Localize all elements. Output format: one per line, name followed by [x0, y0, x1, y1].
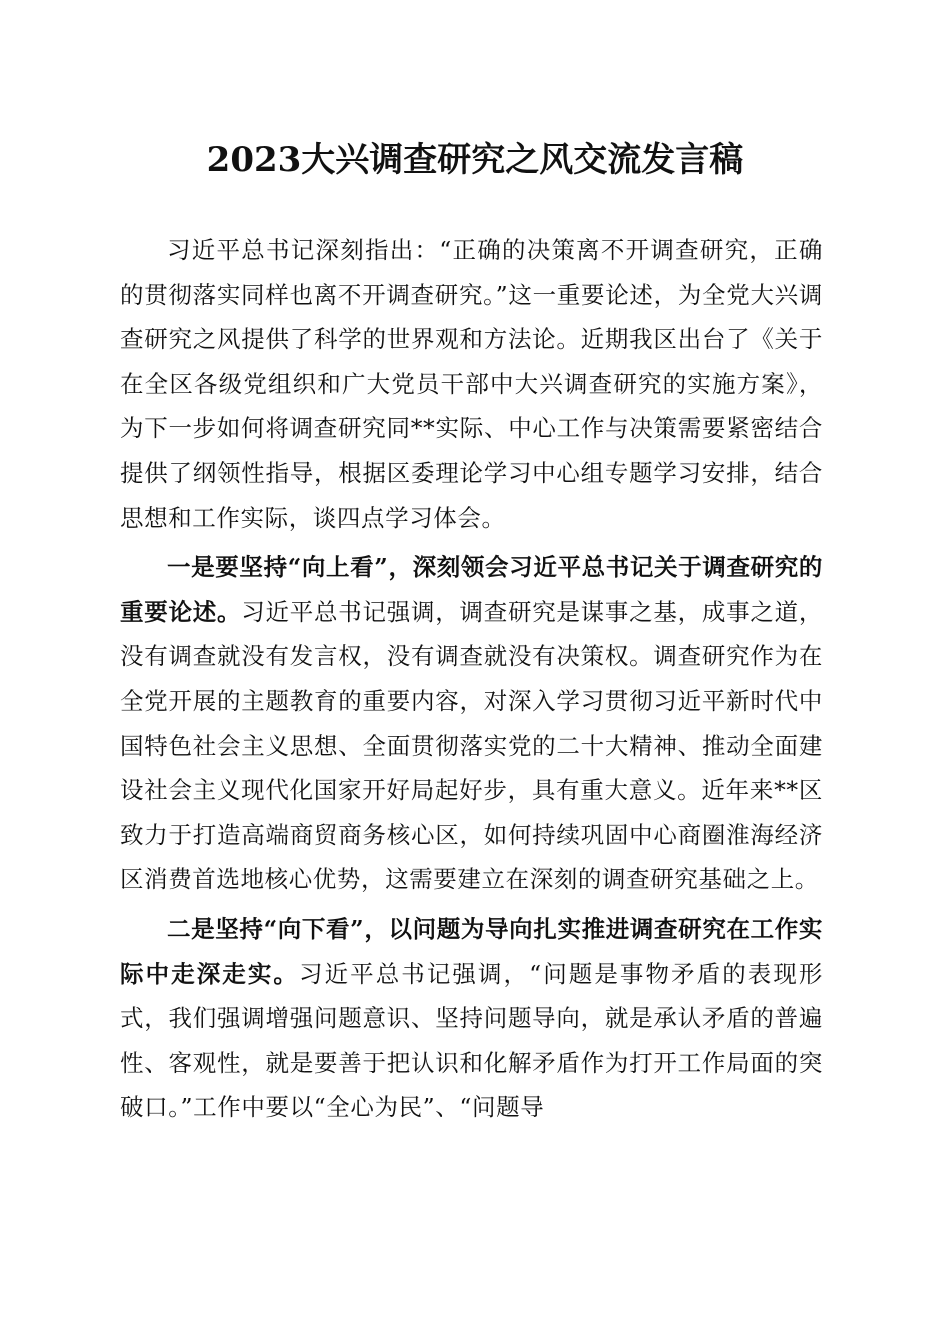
paragraph-point-one: [120, 545, 823, 902]
paragraph-point-two: [120, 907, 823, 1130]
document-title: 2023大兴调查研究之风交流发言稿: [206, 140, 744, 180]
paragraph-text: 习近平总书记强调，调查研究是谋事之基，成事之道，没有调查就没有发言权，没有调查就没有决策权。调查研究作为在全党开展的主题教育的重要内容，对深入学习贯彻习近平新时代中国特色社会主义思想、全面贯彻落实党的二十大精神、推动全面建设社会主义现代化国家开好局起好步，具有重大意义。近年来**区致力于打造高端商贸商务核心区，如何持续巩固中心商圈淮海经济区消费首选地核心优势，这需要建立在深刻的调查研究基础之上。: [120, 597, 823, 894]
document-body: [120, 228, 823, 1135]
paragraph-intro: [120, 228, 823, 540]
paragraph-text: 习近平总书记强调，“问题是事物矛盾的表现形式，我们强调增强问题意识、坚持问题导向，就是承认矛盾的普遍性、客观性，就是要善于把认识和化解矛盾作为打开工作局面的突破口。”工作中要以“全心为民”、“问题导: [120, 959, 823, 1122]
paragraph-lead: 二是坚持“向下看”，以问题为导向扎实推进调查研究在工作实际中走深走实。: [120, 914, 823, 988]
paragraph-lead: 一是要坚持“向上看”，深刻领会习近平总书记关于调查研究的重要论述。: [120, 553, 823, 626]
paragraph-text: 习近平总书记深刻指出：“正确的决策离不开调查研究，正确的贯彻落实同样也离不开调查研究。”这一重要论述，为全党大兴调查研究之风提供了科学的世界观和方法论。近期我区出台了《关于在全区各级党组织和广大党员干部中大兴调查研究的实施方案》，为下一步如何将调查研究同**实际、中心工作与决策需要紧密结合提供了纲领性指导，根据区委理论学习中心组专题学习安排，结合思想和工作实际，谈四点学习体会。: [120, 236, 823, 532]
